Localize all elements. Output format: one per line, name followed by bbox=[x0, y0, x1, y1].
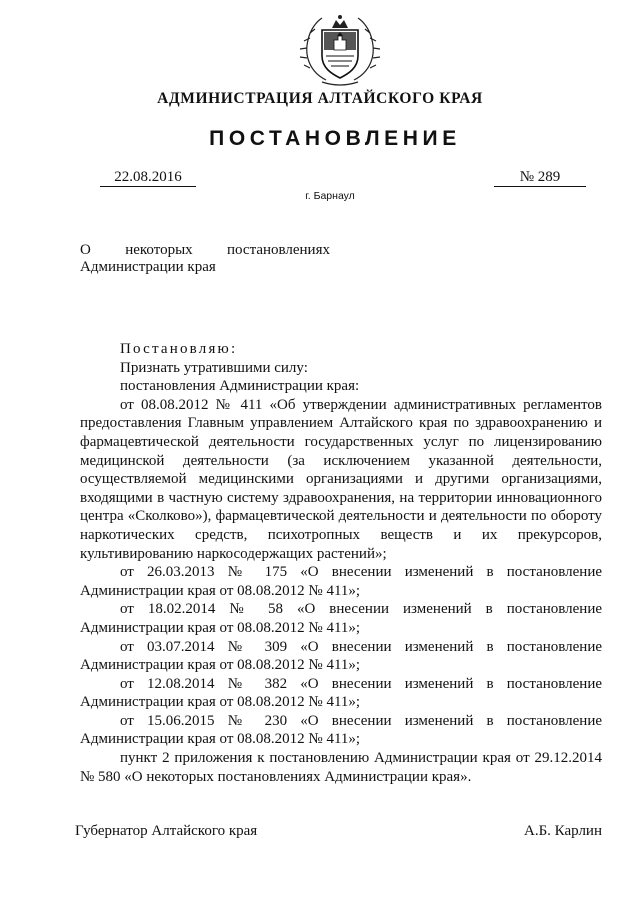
document-city: г. Барнаул bbox=[305, 190, 355, 202]
subject-word: О bbox=[80, 242, 91, 258]
body-paragraph-resolve: Постановляю: bbox=[120, 341, 238, 357]
body-paragraph: от 26.03.2013 № 175 «О внесении изменений в постановление Администрации края от 08.08.2012 № 411»; bbox=[80, 564, 602, 599]
body-paragraph: от 12.08.2014 № 382 «О внесении изменений в постановление Администрации края от 08.08.2012 № 411»; bbox=[80, 675, 602, 711]
signatory-name: А.Б. Карлин bbox=[523, 823, 602, 839]
subject-word: некоторых bbox=[125, 242, 193, 258]
document-type-title: ПОСТАНОВЛЕНИЕ bbox=[209, 127, 461, 150]
document-date: 22.08.2016 bbox=[100, 168, 196, 187]
body-paragraph: от 03.07.2014 № 309 «О внесении изменений в постановление Администрации края от 08.08.2012 № 411»; bbox=[80, 638, 602, 674]
signatory-title: Губернатор Алтайского края bbox=[75, 823, 258, 839]
document-number: № 289 bbox=[494, 168, 586, 187]
body-paragraph: от 08.08.2012 № 411 «Об утверждении административных регламентов предоставления Главным управлением Алтайского края по здравоохранению и фармацевтической деятельности государственных услуг по лицензированию медицинской деятельности (за исключением указанной деятельности, осуществляемой медицинскими организациями и другими организациями, входящими в частную систему здравоохранения, на территории инновационного центра «Сколково»), фармацевтической деятельности и деятельности по обороту наркотических средств, психотропных веществ и их прекурсоров, культивированию наркосодержащих растений»; bbox=[80, 396, 602, 562]
body-paragraph: Признать утратившими силу: bbox=[120, 359, 308, 376]
coat-of-arms-emblem bbox=[296, 6, 384, 88]
document-body bbox=[80, 340, 602, 786]
body-paragraph: постановления Администрации края: bbox=[120, 378, 360, 395]
subject-line-2: Администрации края bbox=[80, 259, 216, 275]
organization-name: АДМИНИСТРАЦИЯ АЛТАЙСКОГО КРАЯ bbox=[157, 90, 483, 107]
subject-line-1 bbox=[80, 242, 330, 259]
body-paragraph: пункт 2 приложения к постановлению Администрации края от 29.12.2014 № 580 «О некоторых постановлениях Администрации края». bbox=[80, 750, 602, 785]
subject-word: постановлениях bbox=[227, 242, 330, 258]
body-paragraph: от 18.02.2014 № 58 «О внесении изменений в постановление Администрации края от 08.08.2012 № 411»; bbox=[80, 601, 602, 636]
document-subject bbox=[80, 242, 330, 276]
body-paragraph: от 15.06.2015 № 230 «О внесении изменений в постановление Администрации края от 08.08.2012 № 411»; bbox=[80, 712, 602, 748]
